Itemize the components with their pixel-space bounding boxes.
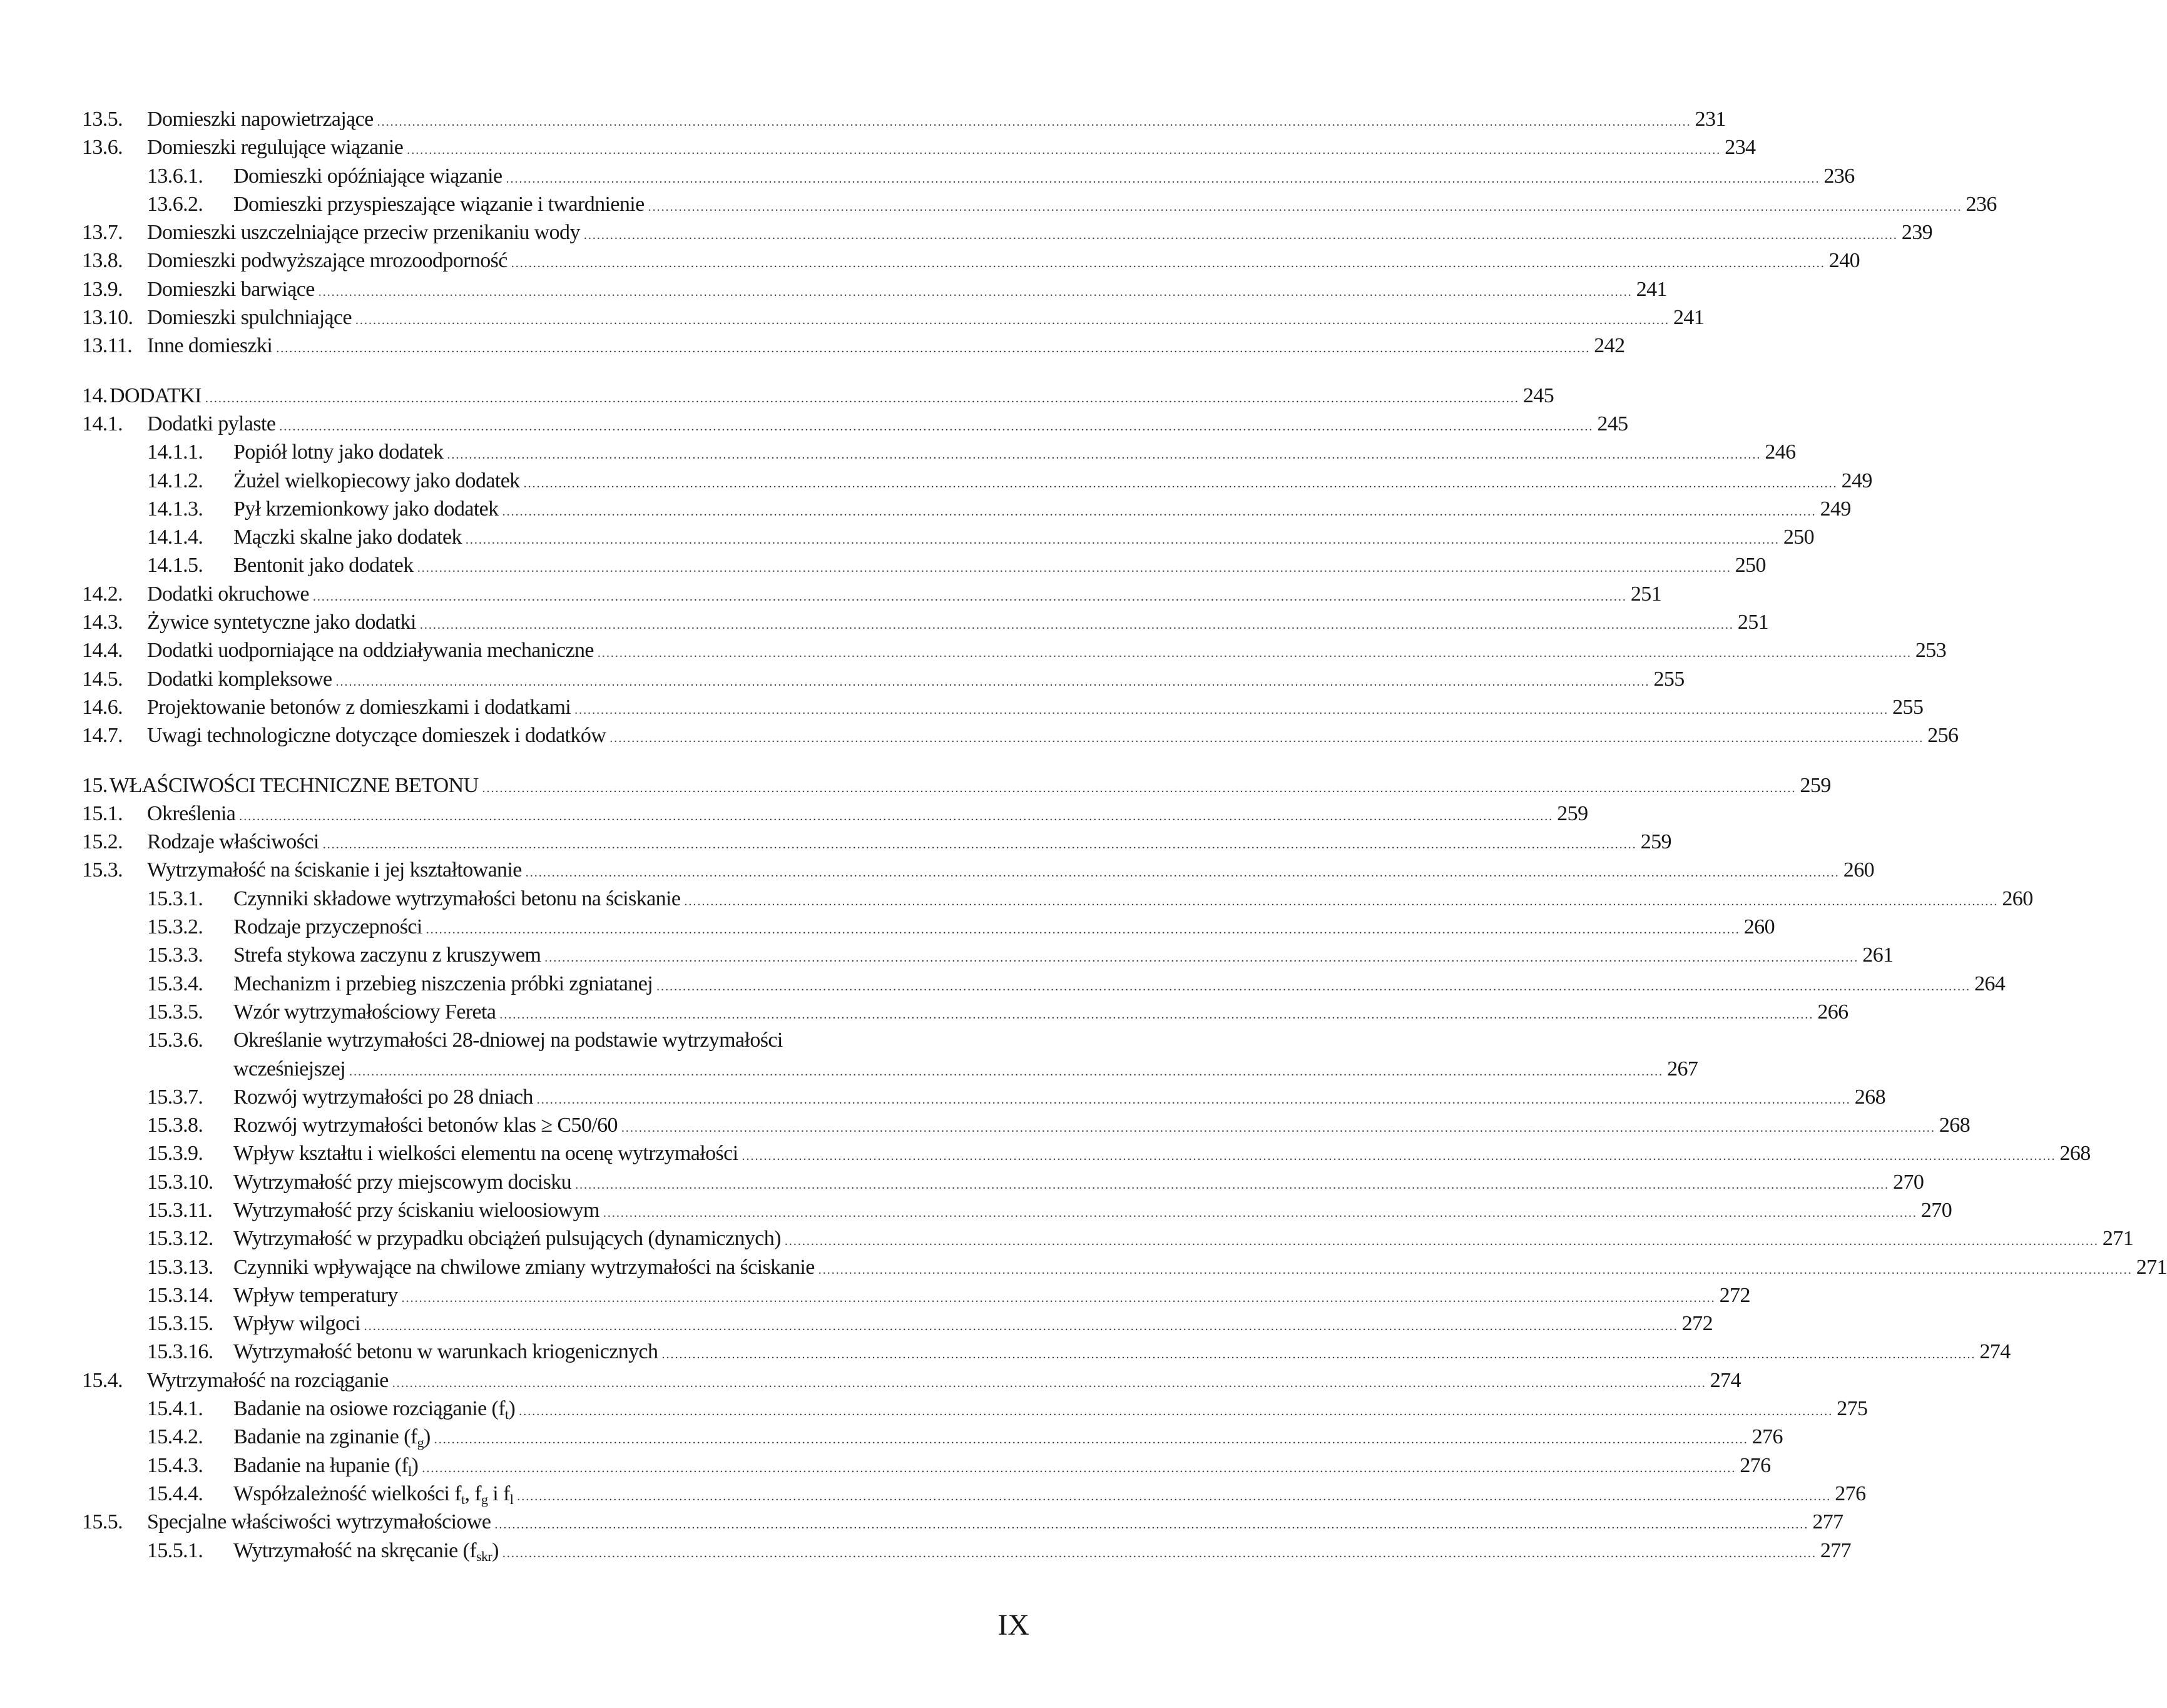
toc-entry [82, 275, 1667, 303]
entry-page: 242 [1594, 334, 1625, 358]
leader-dots: ............................................................................................................................................................................................................................................................................................................ [574, 703, 1889, 717]
entry-title-line [233, 1537, 1852, 1568]
leader-dots: ............................................................................................................................................................................................................................................................................................................ [656, 979, 1971, 994]
toc-entry [82, 1168, 1924, 1196]
leader-dots: ............................................................................................................................................................................................................................................................................................................ [583, 228, 1898, 243]
entry-title: Czynniki składowe wytrzymałości betonu na ściskanie [233, 887, 681, 910]
entry-number: 15.3.15. [147, 1312, 213, 1336]
leader-dots: ............................................................................................................................................................................................................................................................................................................ [279, 419, 1594, 434]
entry-page: 272 [1681, 1312, 1713, 1336]
entry-page: 260 [2002, 887, 2033, 910]
entry-number: 14.4. [82, 639, 123, 663]
entry-title-line [233, 1451, 1771, 1483]
toc-entry [82, 970, 2006, 998]
entry-title: Wytrzymałość przy ściskaniu wieloosiowym [233, 1198, 599, 1222]
entry-page: 251 [1737, 611, 1769, 634]
entry-page: 277 [1812, 1510, 1843, 1534]
entry-title: Domieszki przyspieszające wiązanie i twardnienie [233, 192, 645, 216]
leader-dots: ............................................................................................................................................................................................................................................................................................................ [392, 1376, 1706, 1390]
toc-entry-continuation [82, 1055, 1698, 1083]
entry-title-line [233, 1338, 2011, 1369]
entry-title-line [147, 636, 1947, 668]
leader-dots: ............................................................................................................................................................................................................................................................................................................ [447, 448, 1762, 462]
entry-title: Domieszki spulchniające [147, 306, 352, 330]
entry-page: 253 [1915, 639, 1947, 663]
entry-number: 15.4.3. [147, 1453, 203, 1477]
toc-entry [82, 1309, 1713, 1338]
entry-title-line [147, 247, 1860, 278]
entry-number: 13.6.2. [147, 192, 203, 216]
entry-number: 15.4.4. [147, 1482, 203, 1505]
entry-title-line [233, 970, 2006, 1001]
entry-title-line [233, 998, 1848, 1029]
entry-title-line [233, 1253, 2167, 1284]
entry-number: 15.3.8. [147, 1114, 203, 1137]
leader-dots: ............................................................................................................................................................................................................................................................................................................ [239, 809, 1554, 823]
leader-dots: ............................................................................................................................................................................................................................................................................................................ [276, 342, 1591, 356]
entry-title-line [147, 218, 1933, 250]
entry-number: 15.3.13. [147, 1255, 213, 1279]
entry-title-line [233, 1111, 1971, 1142]
entry-title-line [147, 856, 1874, 887]
table-of-contents [82, 105, 2167, 1565]
entry-page: 255 [1892, 695, 1924, 719]
entry-page: 245 [1522, 384, 1554, 407]
entry-number: 15.3.2. [147, 915, 203, 939]
entry-page: 256 [1927, 724, 1959, 748]
entry-title: Rodzaje właściwości [147, 830, 319, 854]
entry-title: Domieszki napowietrzające [147, 108, 374, 131]
entry-page: 274 [1710, 1368, 1741, 1392]
toc-entry [82, 382, 1554, 410]
entry-title: Inne domieszki [147, 334, 273, 358]
entry-title: Popiół lotny jako dodatek [233, 440, 444, 464]
entry-title-line [233, 523, 1815, 554]
entry-title: Domieszki podwyższające mrozoodporność [147, 249, 507, 273]
entry-title-line [233, 1055, 1698, 1086]
entry-number: 15.3.1. [147, 887, 203, 910]
toc-entry [82, 1366, 1741, 1395]
entry-title-line [233, 1026, 1030, 1054]
entry-page: 241 [1636, 277, 1667, 301]
leader-dots: ............................................................................................................................................................................................................................................................................................................ [609, 731, 1924, 746]
entry-title-line [233, 1480, 1866, 1511]
toc-entry [82, 190, 1997, 218]
entry-title-line [233, 1168, 1924, 1199]
entry-title-line [233, 1083, 1885, 1114]
toc-entry [82, 1537, 1852, 1565]
entry-number: 15.3.9. [147, 1142, 203, 1166]
leader-dots: ............................................................................................................................................................................................................................................................................................................ [502, 1546, 1817, 1560]
entry-title: Projektowanie betonów z domieszkami i dodatkami [147, 695, 571, 719]
leader-dots: ............................................................................................................................................................................................................................................................................................................ [742, 1149, 2056, 1164]
entry-page: 264 [1974, 972, 2006, 995]
leader-dots: ............................................................................................................................................................................................................................................................................................................ [575, 1177, 1890, 1192]
entry-title: Rozwój wytrzymałości po 28 dniach [233, 1085, 533, 1109]
toc-entry [82, 665, 1685, 693]
entry-title-line [147, 580, 1662, 611]
leader-dots: ............................................................................................................................................................................................................................................................................................................ [355, 313, 1670, 328]
entry-title-line [110, 382, 1554, 413]
entry-title-line [233, 913, 1775, 944]
entry-title-line [233, 941, 1894, 972]
toc-entry [82, 1480, 1866, 1508]
entry-page: 266 [1817, 1000, 1848, 1024]
entry-title: Badanie na osiowe rozciąganie $(f_t)$ [233, 1397, 516, 1423]
entry-title: Pył krzemionkowy jako dodatek [233, 497, 499, 521]
entry-title-continuation: wcześniejszej [233, 1057, 346, 1080]
entry-page: 270 [1893, 1170, 1924, 1194]
entry-title: Czynniki wpływające na chwilowe zmiany wytrzymałości na ściskanie [233, 1255, 815, 1279]
entry-page: 236 [1966, 192, 1997, 216]
entry-page: 249 [1841, 469, 1872, 492]
entry-title-line [147, 303, 1705, 335]
entry-title-line [233, 885, 2033, 916]
entry-number: 15.3.16. [147, 1340, 213, 1364]
entry-title-line [147, 665, 1685, 696]
toc-entry [82, 438, 1796, 466]
toc-entry [82, 1196, 1952, 1224]
entry-title-line [147, 275, 1667, 307]
toc-entry [82, 913, 1775, 941]
entry-number: 15.1. [82, 801, 123, 825]
entry-page: 260 [1843, 858, 1874, 882]
entry-page: 251 [1630, 582, 1662, 606]
entry-number: 14.2. [82, 582, 123, 606]
toc-entry [82, 580, 1662, 608]
toc-entry [82, 856, 1874, 884]
leader-dots: ............................................................................................................................................................................................................................................................................................................ [818, 1263, 2133, 1277]
toc-entry [82, 941, 1894, 969]
toc-entry [82, 721, 1959, 750]
toc-entry [82, 693, 1924, 721]
toc-entry [82, 1281, 1750, 1309]
toc-entry [82, 105, 1726, 133]
entry-number: 14.1.5. [147, 554, 203, 577]
entry-number: 15. [82, 773, 108, 797]
toc-entry [82, 303, 1705, 332]
leader-dots: ............................................................................................................................................................................................................................................................................................................ [434, 1433, 1748, 1447]
entry-title: Domieszki regulujące wiązanie [147, 136, 404, 160]
toc-entry [82, 1451, 1771, 1480]
leader-dots: ............................................................................................................................................................................................................................................................................................................ [482, 781, 1797, 795]
entry-page: 250 [1735, 554, 1766, 577]
entry-title-line [233, 162, 1855, 193]
entry-number: 13.6. [82, 136, 123, 160]
entry-page: 260 [1743, 915, 1775, 939]
leader-dots: ............................................................................................................................................................................................................................................................................................................ [684, 894, 1999, 908]
entry-title-line [110, 771, 1831, 803]
entry-title: Wpływ temperatury [233, 1283, 398, 1307]
entry-title-line [147, 693, 1924, 724]
leader-dots: ............................................................................................................................................................................................................................................................................................................ [525, 866, 1840, 880]
entry-title-line [233, 1139, 2091, 1171]
entry-number: 15.4.2. [147, 1425, 203, 1449]
entry-number: 13.10. [82, 306, 133, 330]
entry-title-line [233, 438, 1796, 469]
toc-entry [82, 771, 1831, 800]
toc-entry [82, 1508, 1843, 1536]
leader-dots: ............................................................................................................................................................................................................................................................................................................ [377, 115, 1691, 129]
entry-page: 276 [1835, 1482, 1866, 1505]
leader-dots: ............................................................................................................................................................................................................................................................................................................ [318, 285, 1633, 299]
toc-entry [82, 1423, 1783, 1451]
toc-entry [82, 1083, 1885, 1111]
entry-title-line [233, 467, 1872, 498]
entry-title: Mechanizm i przebieg niszczenia próbki zgniatanej [233, 972, 653, 995]
leader-dots: ............................................................................................................................................................................................................................................................................................................ [494, 1518, 1809, 1532]
entry-page: 274 [1979, 1340, 2011, 1364]
leader-dots: ............................................................................................................................................................................................................................................................................................................ [407, 143, 1721, 158]
entry-number: 14.1. [82, 412, 123, 435]
entry-number: 15.3.7. [147, 1085, 203, 1109]
entry-title-line [233, 1423, 1783, 1454]
toc-entry [82, 828, 1671, 856]
entry-title: Wpływ wilgoci [233, 1312, 360, 1336]
entry-page: 272 [1719, 1283, 1750, 1307]
entry-title: Uwagi technologiczne dotyczące domieszek i dodatków [147, 724, 606, 748]
entry-title-line [147, 410, 1628, 441]
entry-title-line [233, 551, 1766, 582]
entry-title-line [233, 1196, 1952, 1228]
entry-number: 15.3.3. [147, 943, 203, 967]
entry-number: 14.1.4. [147, 526, 203, 549]
entry-title-line [147, 828, 1671, 859]
toc-entry [82, 608, 1769, 636]
entry-page: 267 [1667, 1057, 1698, 1080]
toc-entry [82, 885, 2033, 913]
entry-title: Wytrzymałość w przypadku obciążeń pulsujących (dynamicznych) [233, 1227, 781, 1251]
leader-dots: ............................................................................................................................................................................................................................................................................................................ [426, 923, 1740, 937]
entry-page: 268 [1939, 1114, 1971, 1137]
entry-title: Badanie na łupanie $(f_l)$ [233, 1453, 419, 1479]
toc-entry [82, 1253, 2167, 1281]
entry-title: Współzależność wielkości $f_t$, $f_g$ i $f_l$ [233, 1482, 514, 1507]
entry-page: 276 [1751, 1425, 1783, 1449]
toc-entry [82, 1338, 2011, 1366]
entry-title: Rozwój wytrzymałości betonów klas ≥ C50/60 [233, 1114, 618, 1137]
page-number: IX [997, 1609, 1029, 1642]
leader-dots: ............................................................................................................................................................................................................................................................................................................ [621, 1121, 1935, 1136]
leader-dots: ............................................................................................................................................................................................................................................................................................................ [784, 1234, 2099, 1249]
toc-entry [82, 1395, 1868, 1423]
entry-title: Żywice syntetyczne jako dodatki [147, 611, 416, 634]
entry-title: Strefa stykowa zaczynu z kruszywem [233, 943, 541, 967]
toc-entry [82, 332, 1625, 360]
entry-title: Wytrzymałość na skręcanie $(f_{skr})$ [233, 1538, 499, 1564]
entry-page: 271 [2102, 1227, 2134, 1251]
entry-title: Określenia [147, 801, 236, 825]
entry-number: 13.8. [82, 249, 123, 273]
entry-number: 15.3.12. [147, 1227, 213, 1251]
leader-dots: ............................................................................................................................................................................................................................................................................................................ [502, 504, 1817, 519]
entry-number: 15.4.1. [147, 1397, 203, 1421]
toc-entry [82, 133, 1756, 161]
leader-dots: ............................................................................................................................................................................................................................................................................................................ [661, 1348, 1976, 1362]
entry-title-line [147, 1508, 1843, 1539]
entry-title: Domieszki opóźniające wiązanie [233, 164, 502, 188]
entry-number: 15.3.14. [147, 1283, 213, 1307]
entry-title: Wytrzymałość na ściskanie i jej kształtowanie [147, 858, 522, 882]
entry-page: 268 [2059, 1142, 2091, 1166]
entry-title: DODATKI [110, 384, 201, 407]
entry-page: 240 [1828, 249, 1860, 273]
leader-dots: ............................................................................................................................................................................................................................................................................................................ [523, 476, 1838, 491]
toc-entry [82, 636, 1947, 664]
entry-title-line [147, 800, 1588, 831]
entry-number: 14.1.1. [147, 440, 203, 464]
entry-title: Określanie wytrzymałości 28-dniowej na podstawie wytrzymałości [233, 1029, 783, 1052]
leader-dots: ............................................................................................................................................................................................................................................................................................................ [499, 1007, 1814, 1022]
entry-page: 261 [1862, 943, 1894, 967]
leader-dots: ............................................................................................................................................................................................................................................................................................................ [511, 257, 1825, 271]
leader-dots: ............................................................................................................................................................................................................................................................................................................ [517, 1489, 1832, 1503]
leader-dots: ............................................................................................................................................................................................................................................................................................................ [322, 838, 1637, 852]
entry-number: 15.3.4. [147, 972, 203, 995]
leader-dots: ............................................................................................................................................................................................................................................................................................................ [335, 674, 1650, 689]
entry-number: 15.5.1. [147, 1538, 203, 1562]
entry-number: 14.1.3. [147, 497, 203, 521]
toc-entry [82, 410, 1628, 438]
leader-dots: ............................................................................................................................................................................................................................................................................................................ [401, 1291, 1716, 1305]
entry-title: Żużel wielkopiecowy jako dodatek [233, 469, 520, 492]
leader-dots: ............................................................................................................................................................................................................................................................................................................ [312, 589, 1627, 604]
entry-page: 275 [1837, 1397, 1868, 1421]
entry-title: Dodatki pylaste [147, 412, 276, 435]
leader-dots: ............................................................................................................................................................................................................................................................................................................ [465, 533, 1780, 547]
leader-dots: ............................................................................................................................................................................................................................................................................................................ [205, 391, 1519, 405]
entry-page: 259 [1640, 830, 1671, 854]
toc-entry [82, 218, 1933, 247]
entry-title: Wytrzymałość przy miejscowym docisku [233, 1170, 572, 1194]
leader-dots: ............................................................................................................................................................................................................................................................................................................ [506, 171, 1820, 186]
entry-number: 14.3. [82, 611, 123, 634]
entry-number: 13.7. [82, 221, 123, 245]
entry-page: 246 [1765, 440, 1796, 464]
toc-entry [82, 495, 1851, 523]
entry-page: 255 [1653, 667, 1685, 691]
entry-page: 268 [1854, 1085, 1885, 1109]
entry-title: Mączki skalne jako dodatek [233, 526, 462, 549]
toc-entry [82, 1026, 1030, 1054]
leader-dots: ............................................................................................................................................................................................................................................................................................................ [648, 200, 1962, 214]
entry-title: Wzór wytrzymałościowy Fereta [233, 1000, 496, 1024]
entry-title: Domieszki barwiące [147, 277, 315, 301]
leader-dots: ............................................................................................................................................................................................................................................................................................................ [419, 618, 1734, 633]
entry-number: 15.3.10. [147, 1170, 213, 1194]
toc-entry [82, 1139, 2091, 1167]
entry-title: Rodzaje przyczepności [233, 915, 422, 939]
entry-title: Dodatki okruchowe [147, 582, 309, 606]
entry-page: 239 [1901, 221, 1933, 245]
entry-number: 15.3.6. [147, 1029, 203, 1052]
entry-page: 245 [1597, 412, 1628, 435]
entry-page: 236 [1823, 164, 1855, 188]
entry-title-line [233, 1395, 1868, 1426]
entry-title: Bentonit jako dodatek [233, 554, 414, 577]
entry-title-line [147, 105, 1726, 136]
entry-number: 15.3. [82, 858, 123, 882]
toc-entry [82, 551, 1766, 579]
entry-title: Specjalne właściwości wytrzymałościowe [147, 1510, 491, 1534]
entry-number: 14.5. [82, 667, 123, 691]
entry-number: 15.5. [82, 1510, 123, 1534]
entry-page: 249 [1820, 497, 1851, 521]
entry-number: 15.3.5. [147, 1000, 203, 1024]
leader-dots: ............................................................................................................................................................................................................................................................................................................ [597, 646, 1912, 661]
toc-entry [82, 1111, 1971, 1139]
entry-title: Wytrzymałość na rozciąganie [147, 1368, 389, 1392]
entry-number: 15.4. [82, 1368, 123, 1392]
entry-number: 14.6. [82, 695, 123, 719]
toc-entry [82, 523, 1815, 551]
entry-page: 271 [2136, 1255, 2167, 1279]
leader-dots: ............................................................................................................................................................................................................................................................................................................ [364, 1319, 1678, 1334]
entry-page: 234 [1725, 136, 1756, 160]
entry-page: 259 [1557, 801, 1588, 825]
entry-page: 276 [1740, 1453, 1771, 1477]
toc-entry [82, 162, 1855, 190]
entry-page: 277 [1820, 1538, 1852, 1562]
entry-number: 15.2. [82, 830, 123, 854]
entry-page: 259 [1800, 773, 1831, 797]
leader-dots: ............................................................................................................................................................................................................................................................................................................ [603, 1206, 1917, 1220]
entry-title-line [147, 133, 1756, 165]
entry-title-line [233, 495, 1851, 526]
entry-title: WŁAŚCIWOŚCI TECHNICZNE BETONU [110, 773, 479, 797]
leader-dots: ............................................................................................................................................................................................................................................................................................................ [349, 1064, 1664, 1079]
entry-number: 14.7. [82, 724, 123, 748]
toc-entry [82, 800, 1588, 828]
toc-entry [82, 467, 1872, 495]
entry-number: 14.1.2. [147, 469, 203, 492]
leader-dots: ............................................................................................................................................................................................................................................................................................................ [422, 1461, 1736, 1475]
entry-title-line [147, 608, 1769, 639]
entry-page: 231 [1695, 108, 1726, 131]
entry-number: 15.3.11. [147, 1198, 213, 1222]
entry-title: Dodatki kompleksowe [147, 667, 332, 691]
entry-title: Domieszki uszczelniające przeciw przenikaniu wody [147, 221, 580, 245]
toc-entry [82, 247, 1860, 275]
toc-entry [82, 1224, 2134, 1253]
entry-title-line [233, 1309, 1713, 1341]
entry-title-line [147, 1366, 1741, 1398]
entry-title-line [233, 1281, 1750, 1313]
entry-title-line [233, 1224, 2134, 1256]
entry-number: 13.11. [82, 334, 133, 358]
entry-title: Dodatki uodporniające na oddziaływania mechaniczne [147, 639, 594, 663]
entry-page: 270 [1920, 1198, 1952, 1222]
entry-title: Badanie na zginanie $(f_g)$ [233, 1425, 431, 1451]
entry-number: 13.9. [82, 277, 123, 301]
entry-title: Wpływ kształtu i wielkości elementu na ocenę wytrzymałości [233, 1142, 738, 1166]
entry-number: 13.6.1. [147, 164, 203, 188]
entry-page: 250 [1783, 526, 1815, 549]
leader-dots: ............................................................................................................................................................................................................................................................................................................ [417, 561, 1731, 576]
toc-entry [82, 998, 1848, 1026]
entry-title-line [147, 332, 1625, 363]
leader-dots: ............................................................................................................................................................................................................................................................................................................ [536, 1092, 1851, 1107]
entry-number: 14. [82, 384, 108, 407]
leader-dots: ............................................................................................................................................................................................................................................................................................................ [519, 1405, 1833, 1419]
leader-dots: ............................................................................................................................................................................................................................................................................................................ [544, 951, 1859, 965]
entry-page: 241 [1673, 306, 1705, 330]
entry-title-line [233, 190, 1997, 221]
entry-title-line [147, 721, 1959, 753]
entry-number: 13.5. [82, 108, 123, 131]
entry-title: Wytrzymałość betonu w warunkach kriogenicznych [233, 1340, 658, 1364]
